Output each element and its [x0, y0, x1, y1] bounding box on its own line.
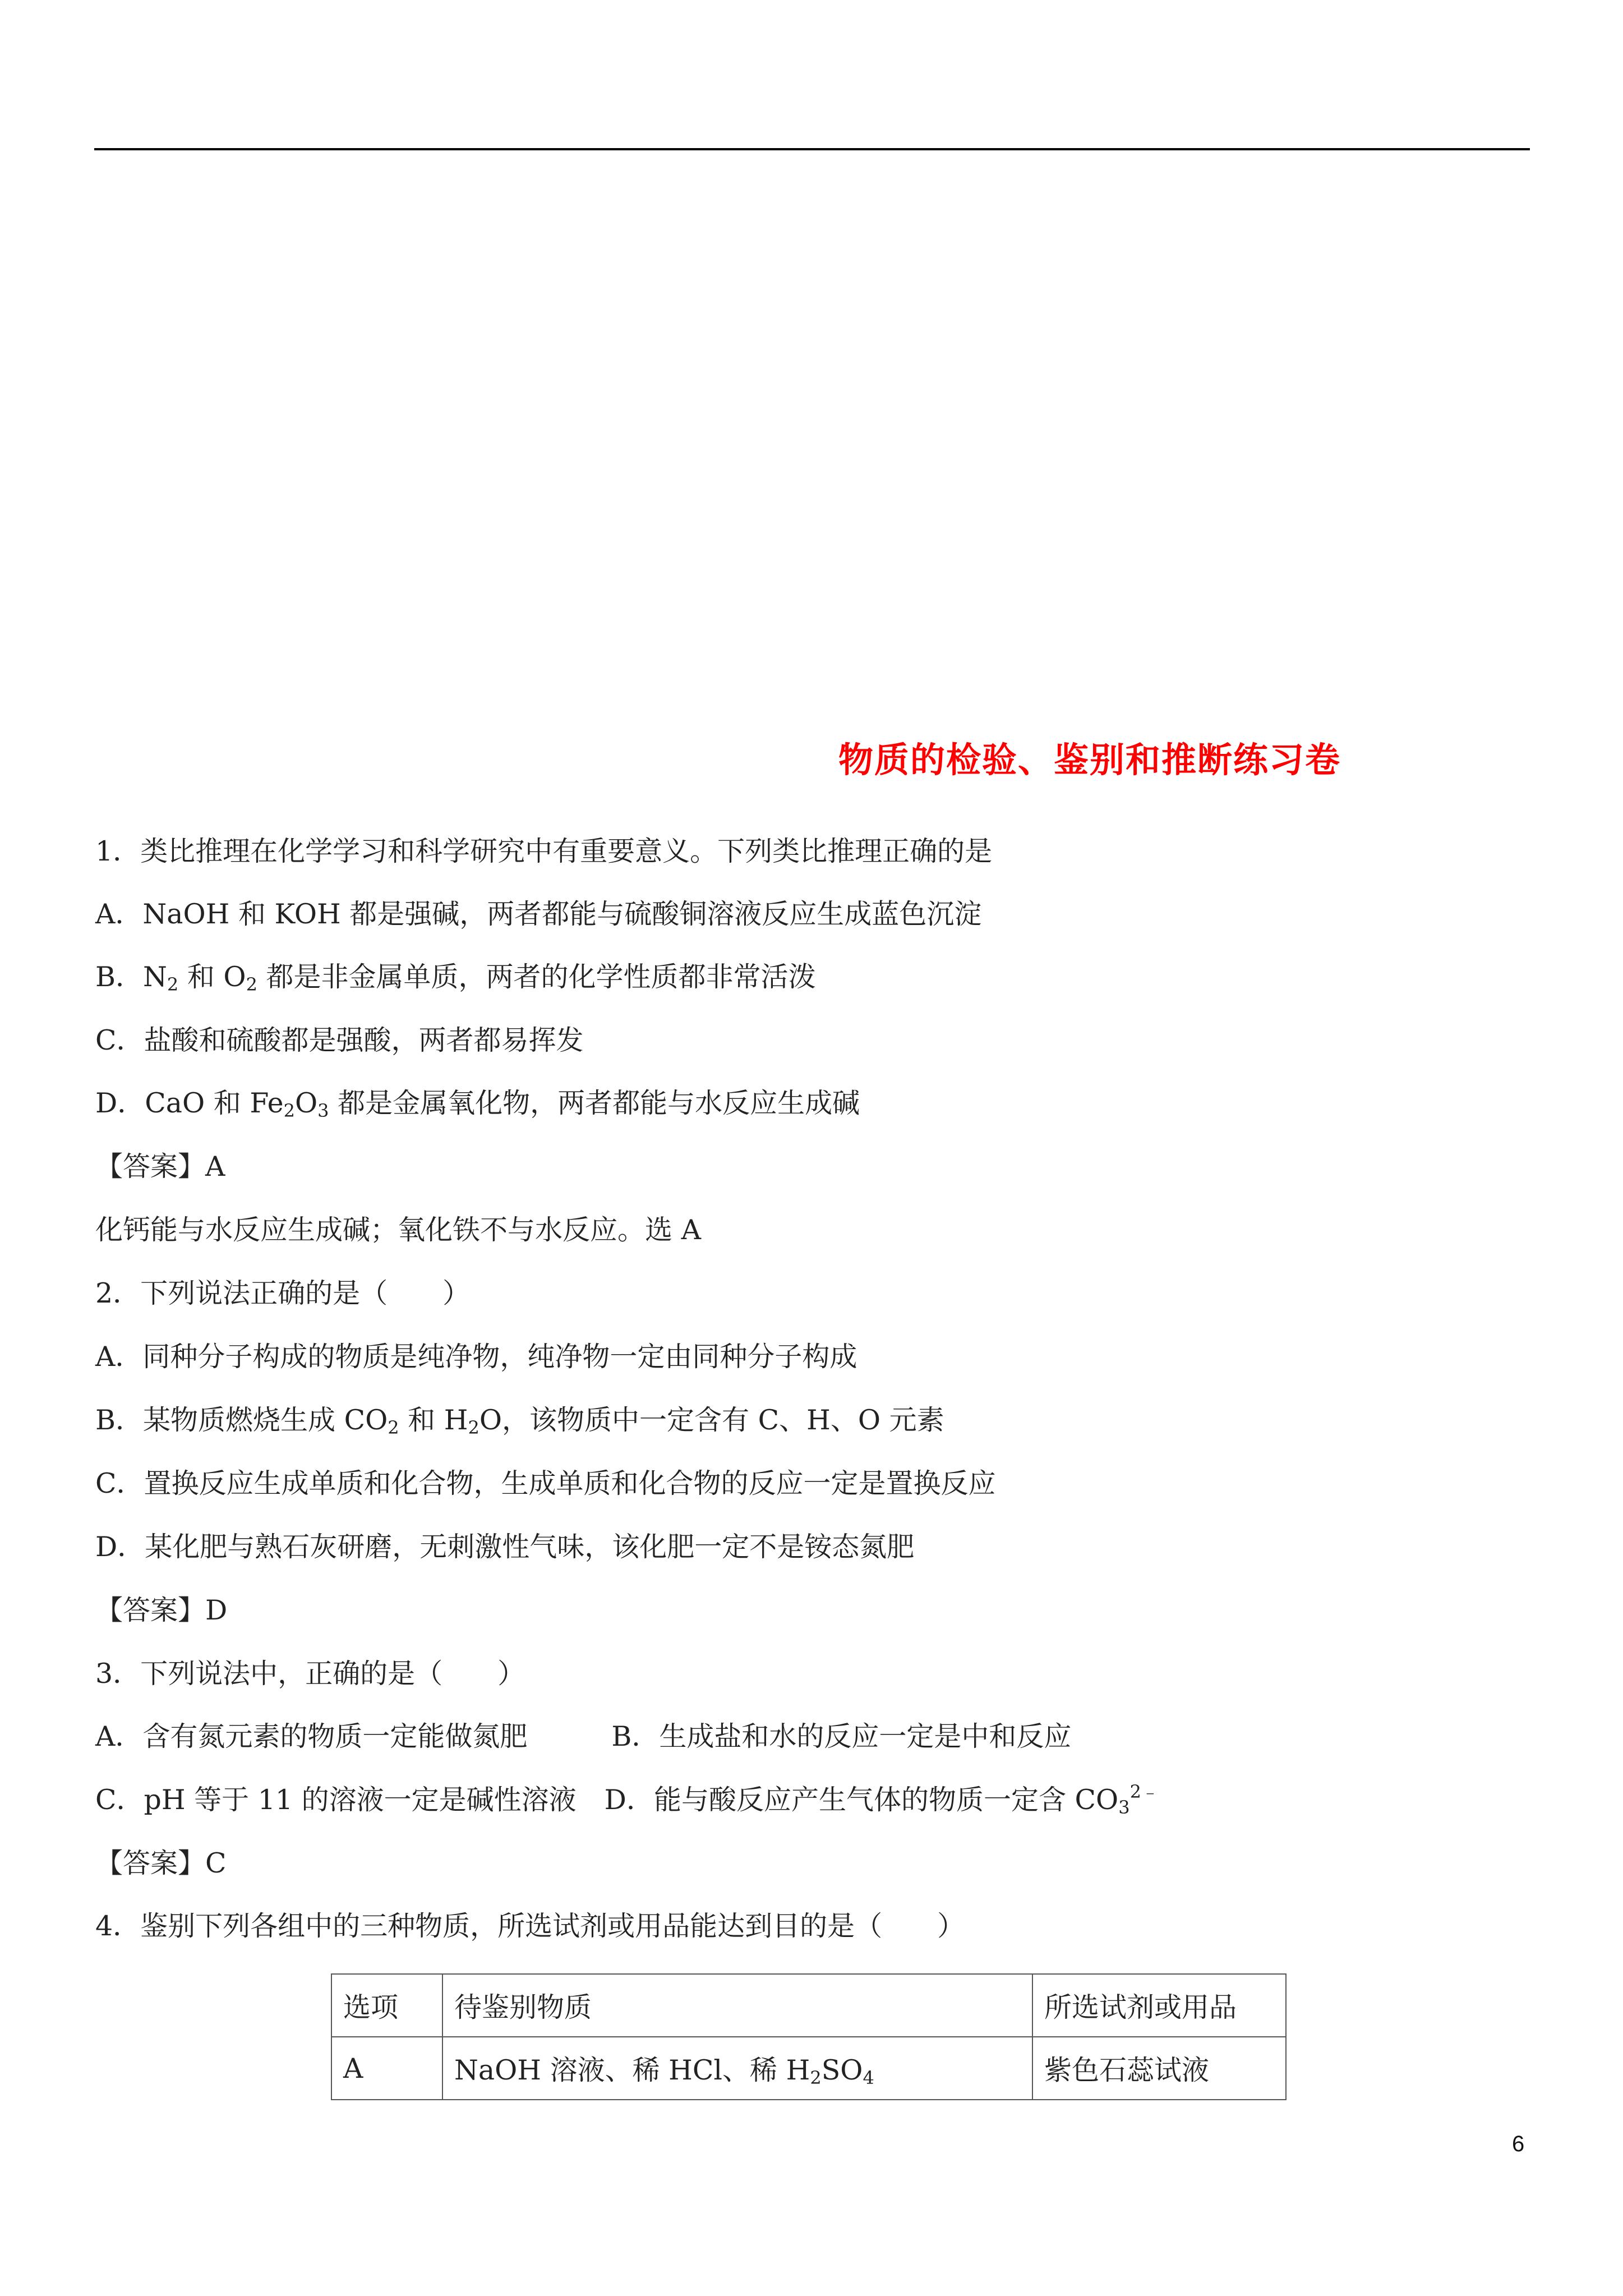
q1-option-b: B．$N_2$ 和 $O_2$ 都是非金属单质，两者的化学性质都非常活泼	[95, 961, 816, 995]
q3-option-a: A．含有氮元素的物质一定能做氮肥	[95, 1720, 528, 1752]
q3-option-c: C．pH 等于 11 的溶液一定是碱性溶液	[95, 1784, 577, 1816]
q3-option-d: D．能与酸反应产生气体的物质一定含 $CO_3^{2﹣}$	[604, 1781, 1159, 1818]
q3-answer: 【答案】C	[95, 1847, 227, 1879]
q4-table	[331, 1973, 1287, 2100]
header-substances: 待鉴别物质	[442, 1974, 1032, 2037]
q1-explanation: 化钙能与水反应生成碱；氧化铁不与水反应。选 A	[95, 1214, 701, 1246]
q1-answer: 【答案】A	[95, 1151, 225, 1182]
q1-option-c: C．盐酸和硫酸都是强酸，两者都易挥发	[95, 1024, 584, 1056]
q2-answer: 【答案】D	[95, 1594, 228, 1626]
table-header-row	[331, 1974, 1286, 2037]
q1-stem: 1．类比推理在化学学习和科学研究中有重要意义。下列类比推理正确的是	[95, 835, 993, 867]
page-number: 6	[1512, 2132, 1525, 2156]
q2-option-b: B．某物质燃烧生成 $CO_2$ 和 $H_2O$，该物质中一定含有 C、H、O 元素	[95, 1404, 944, 1438]
cell-option: A	[331, 2037, 442, 2100]
header-option: 选项	[331, 1974, 442, 2037]
q1-option-d: D．CaO 和 $Fe_2O_3$ 都是金属氧化物，两者都能与水反应生成碱	[95, 1087, 860, 1121]
q2-option-c: C．置换反应生成单质和化合物，生成单质和化合物的反应一定是置换反应	[95, 1467, 996, 1499]
q1-option-a: A．NaOH 和 KOH 都是强碱，两者都能与硫酸铜溶液反应生成蓝色沉淀	[95, 898, 982, 930]
q3-options-cd	[95, 1783, 1159, 1817]
cell-reagent: 紫色石蕊试液	[1032, 2037, 1286, 2100]
cell-substances: NaOH 溶液、稀 HCl、稀 $H_2SO_4$	[442, 2037, 1032, 2100]
q4-stem: 4．鉴别下列各组中的三种物质，所选试剂或用品能达到目的是（ ）	[95, 1910, 965, 1942]
q2-option-d: D．某化肥与熟石灰研磨，无刺激性气味，该化肥一定不是铵态氮肥	[95, 1531, 915, 1563]
q2-stem: 2．下列说法正确的是（ ）	[95, 1277, 471, 1309]
q3-options-ab	[95, 1720, 1071, 1754]
header-rule	[94, 148, 1530, 150]
q3-option-b: B．生成盐和水的反应一定是中和反应	[611, 1720, 1072, 1752]
header-reagent: 所选试剂或用品	[1032, 1974, 1286, 2037]
page-title: 物质的检验、鉴别和推断练习卷	[838, 739, 1341, 780]
q2-option-a: A．同种分子构成的物质是纯净物，纯净物一定由同种分子构成	[95, 1341, 857, 1373]
q3-stem: 3．下列说法中，正确的是（ ）	[95, 1658, 525, 1690]
table-row	[331, 2037, 1286, 2100]
